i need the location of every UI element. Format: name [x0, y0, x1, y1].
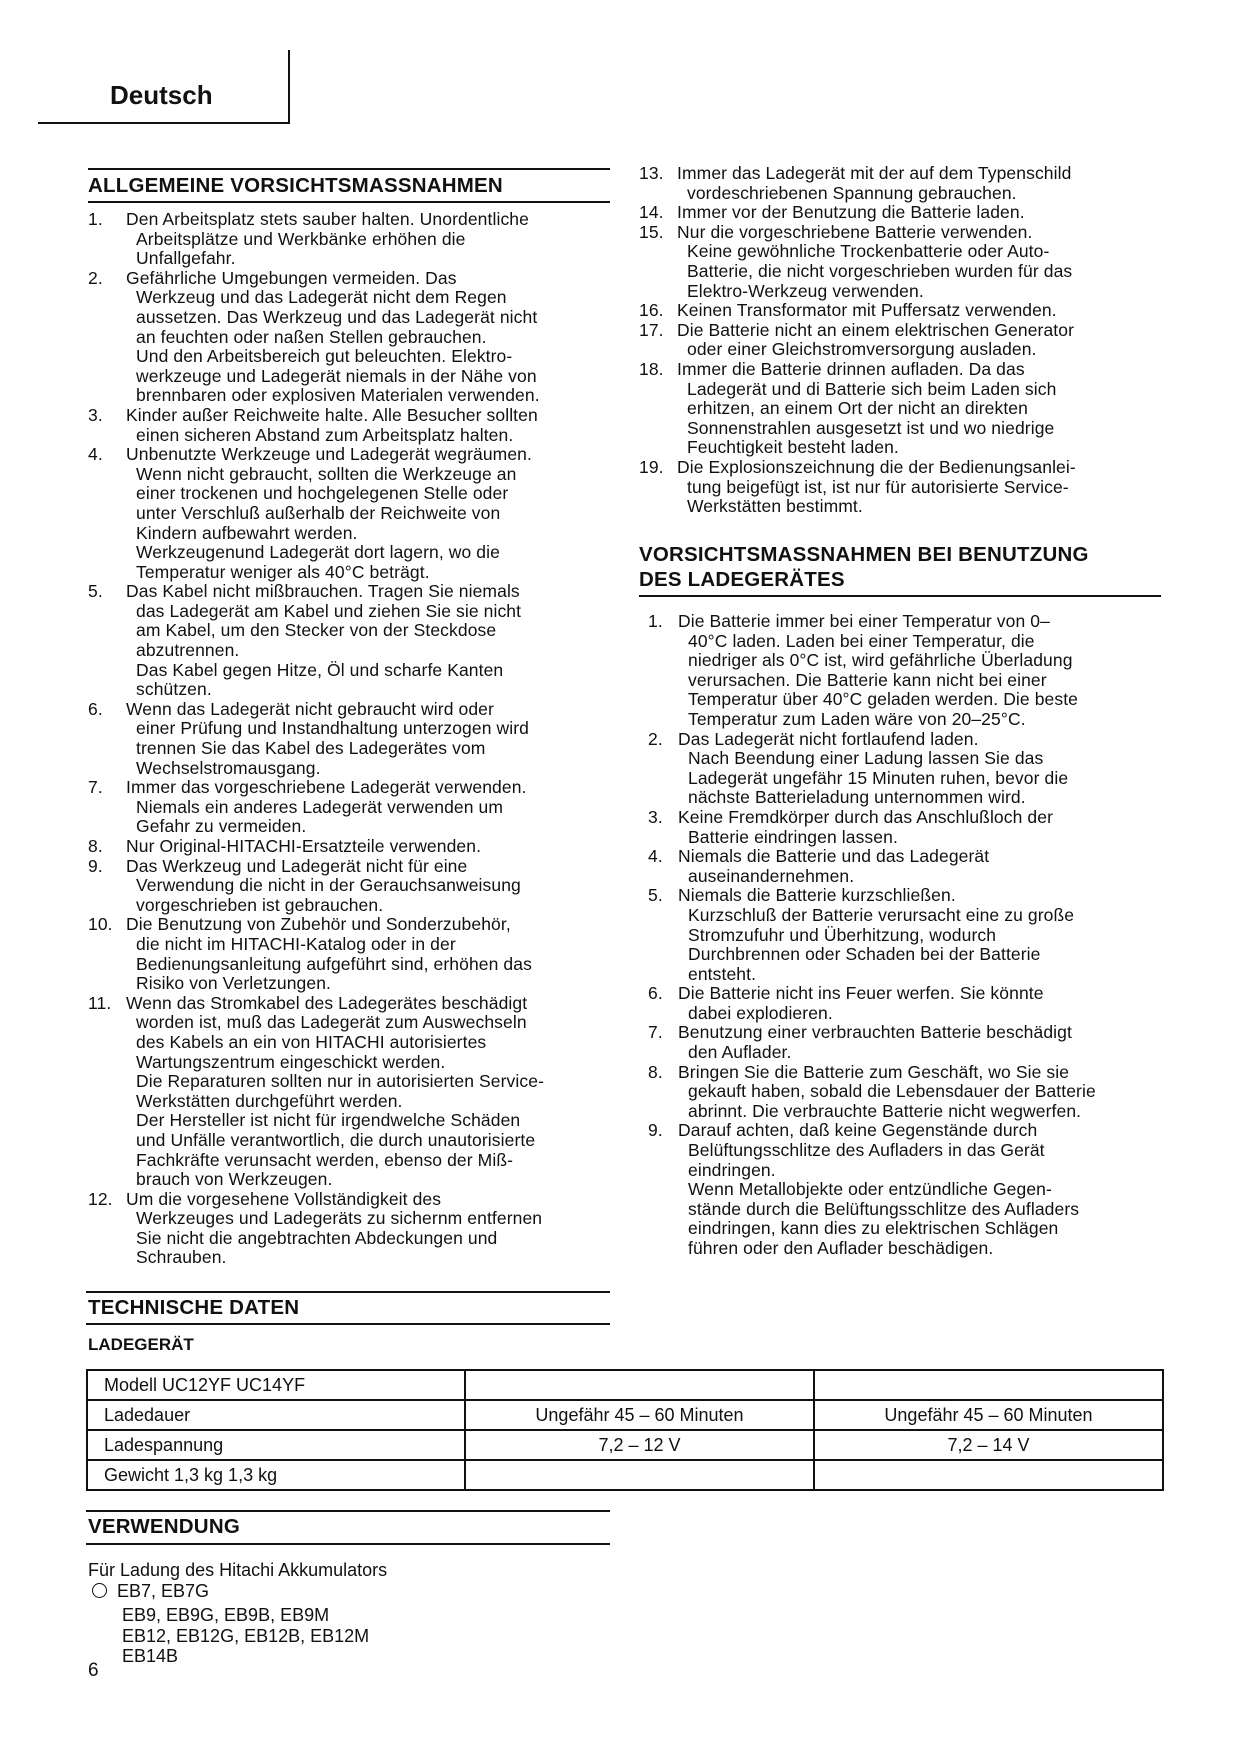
list-item-text: Die Batterie immer bei einer Temperatur von 0– [678, 611, 1050, 631]
list-item-line [639, 321, 1161, 341]
list-item-number: 13. [639, 163, 664, 183]
list-item-line: einer trockenen und hochgelegenen Stelle oder [136, 483, 509, 504]
list-item [648, 808, 1162, 847]
list-item [648, 612, 1162, 730]
list-item-line: Sonnenstrahlen ausgesetzt ist und wo niedrige [687, 417, 1055, 438]
list-item-line: Nach Beendung einer Ladung lassen Sie das [688, 748, 1044, 769]
list-item-line [88, 406, 610, 426]
list-item-text: Immer das vorgeschriebene Ladegerät verwenden. [126, 777, 527, 798]
list-item-line [639, 301, 1161, 321]
list-item-line: 40°C laden. Laden bei einer Temperatur, die [688, 630, 1035, 651]
list-item-number: 16. [639, 300, 664, 321]
spec-row [87, 1400, 1163, 1430]
list-item-line: Ladegerät ungefähr 15 Minuten ruhen, bevor die [688, 767, 1069, 788]
list-item-text: Unbenutzte Werkzeuge und Ladegerät wegräumen. [126, 444, 532, 465]
technical-data-subheading: LADEGERÄT [88, 1335, 194, 1354]
list-item [648, 1121, 1162, 1258]
list-item-line [88, 1190, 610, 1210]
list-item-line: dabei explodieren. [688, 1002, 833, 1023]
list-item-line: Elektro-Werkzeug verwenden. [687, 280, 924, 301]
list-item [88, 210, 610, 269]
list-item-number: 18. [639, 358, 664, 379]
list-item-number: 5. [88, 581, 103, 602]
list-item-line: eindringen, kann dies zu elektrischen Schlägen [688, 1218, 1059, 1239]
battery-item: EB7, EB7G [88, 1581, 387, 1602]
list-item-line: niedriger als 0°C ist, wird gefährliche Überladung [688, 650, 1073, 671]
list-item-line: abrinnt. Die verbrauchte Batterie nicht wegwerfen. [688, 1100, 1082, 1121]
list-item-line: Der Hersteller ist nicht für irgendwelche Schäden [136, 1110, 521, 1131]
general-safety-list-right [639, 164, 1161, 517]
list-item-text: Gefährliche Umgebungen vermeiden. Das [126, 267, 457, 288]
list-item-line [648, 612, 1162, 632]
list-item-number: 6. [648, 983, 663, 1004]
list-item [88, 915, 610, 993]
list-item [88, 269, 610, 406]
list-item-text: Nur Original-HITACHI-Ersatzteile verwenden. [126, 836, 482, 856]
charger-safety-heading-line1: VORSICHTSMASSNAHMEN BEI BENUTZUNG [639, 543, 1089, 566]
list-item-line [88, 857, 610, 877]
list-item-line: gekauft haben, sobald die Lebensdauer der Batterie [688, 1081, 1096, 1102]
list-item [88, 406, 610, 445]
list-item [648, 1023, 1162, 1062]
list-item [88, 994, 610, 1190]
list-item-line: Wechselstromausgang. [136, 757, 321, 778]
language-tab [38, 50, 290, 124]
list-item [639, 223, 1161, 301]
list-item [639, 301, 1161, 321]
list-item-line: Werkzeugenund Ladegerät dort lagern, wo die [136, 542, 500, 563]
list-item-line [88, 445, 610, 465]
list-item-number: 1. [88, 209, 103, 229]
list-item-line: Werkzeuges und Ladegeräts zu sichernm entfernen [136, 1208, 543, 1229]
list-item [88, 778, 610, 837]
section-rule [639, 595, 1161, 597]
section-rule-top [88, 168, 610, 170]
list-item-line: Durchbrennen oder Schaden bei der Batterie [688, 944, 1041, 965]
list-item-number: 11. [88, 992, 112, 1013]
general-safety-heading: ALLGEMEINE VORSICHTSMASSNAHMEN [88, 174, 503, 197]
list-item-line: trennen Sie das Kabel des Ladegerätes vom [136, 738, 486, 759]
list-item-line [88, 700, 610, 720]
list-item-line: das Ladegerät am Kabel und ziehen Sie sie nicht [136, 600, 522, 621]
list-item-line: unter Verschluß außerhalb der Reichweite von [136, 502, 501, 523]
list-item-line: brauch von Werkzeugen. [136, 1169, 333, 1190]
list-item-line: Temperatur zum Laden wäre von 20–25°C. [688, 708, 1026, 729]
list-item-line: Die Reparaturen sollten nur in autorisierten Service- [136, 1071, 544, 1092]
spec-label-cell: Gewicht 1,3 kg 1,3 kg [87, 1460, 465, 1490]
charger-safety-list [648, 612, 1162, 1259]
battery-item: EB9, EB9G, EB9B, EB9M [122, 1605, 330, 1625]
list-item [88, 857, 610, 916]
list-item-number: 10. [88, 914, 113, 935]
list-item-text: Bringen Sie die Batterie zum Geschäft, wo Sie sie [678, 1061, 1070, 1082]
list-item-line: Kurzschluß der Batterie verursacht eine zu große [688, 904, 1075, 925]
list-item-text: Das Kabel nicht mißbrauchen. Tragen Sie niemals [126, 581, 520, 602]
battery-item: EB14B [122, 1646, 179, 1666]
list-item [88, 1190, 610, 1268]
list-item-text: Die Benutzung von Zubehör und Sonderzubehör, [126, 914, 511, 935]
list-item [88, 837, 610, 857]
section-rule-bottom [88, 201, 610, 203]
list-item-text: Darauf achten, daß keine Gegenstände durch [678, 1120, 1038, 1141]
list-item-number: 6. [88, 698, 103, 719]
list-item-line: einen sicheren Abstand zum Arbeitsplatz halten. [136, 424, 514, 445]
list-item-number: 9. [88, 855, 103, 876]
spec-label-cell: Ladedauer [87, 1400, 465, 1430]
list-item-line [88, 837, 610, 857]
list-item-number: 9. [648, 1120, 663, 1141]
list-item-number: 7. [88, 777, 103, 798]
list-item-line: Werkstätten durchgeführt werden. [136, 1090, 403, 1111]
list-item-number: 8. [88, 836, 103, 856]
list-item-line: Und den Arbeitsbereich gut beleuchten. Elektro- [136, 346, 513, 367]
list-item-line: Sie nicht die angebtrachten Abdeckungen und [136, 1227, 498, 1248]
list-item-text: Niemals die Batterie kurzschließen. [678, 885, 956, 906]
list-item [648, 1063, 1162, 1122]
list-item-line: Werkzeug und das Ladegerät nicht dem Regen [136, 287, 507, 308]
list-item-text: Keinen Transformator mit Puffersatz verwenden. [677, 300, 1057, 321]
usage-intro: Für Ladung des Hitachi Akkumulators [88, 1560, 388, 1580]
list-item-line: Gefahr zu vermeiden. [136, 816, 307, 837]
list-item-text: Das Ladegerät nicht fortlaufend laden. [678, 728, 979, 749]
list-item-line [639, 164, 1161, 184]
spec-row [87, 1460, 1163, 1490]
list-item-line: Wenn nicht gebraucht, sollten die Werkzeuge an [136, 463, 517, 484]
list-item-line: Feuchtigkeit besteht laden. [687, 437, 899, 458]
list-item-line: Werkstätten bestimmt. [687, 496, 863, 517]
list-item-line: an feuchten oder naßen Stellen gebrauchen. [136, 326, 487, 347]
list-item-line [639, 223, 1161, 243]
list-item-line: Belüftungsschlitze des Aufladers in das Gerät [688, 1140, 1045, 1161]
list-item-number: 5. [648, 885, 663, 906]
list-item-line [88, 582, 610, 602]
list-item [648, 847, 1162, 886]
list-item [88, 445, 610, 582]
list-item [88, 582, 610, 700]
list-item-line [88, 210, 610, 230]
list-item-line [88, 778, 610, 798]
spec-label-cell: Ladespannung [87, 1430, 465, 1460]
list-item [88, 700, 610, 778]
usage-block [88, 1560, 387, 1667]
list-item-text: Immer vor der Benutzung die Batterie laden. [677, 202, 1025, 223]
list-item-number: 19. [639, 456, 664, 477]
list-item-line [648, 847, 1162, 867]
list-item-text: Die Explosionszeichnung die der Bedienungsanlei- [677, 456, 1076, 477]
list-item-line: Wartungszentrum eingeschickt werden. [136, 1051, 446, 1072]
list-item-number: 17. [639, 319, 664, 340]
section-rule-bottom [86, 1543, 610, 1545]
list-item [639, 458, 1161, 517]
list-item-line: Schrauben. [136, 1247, 227, 1268]
list-item-line: tung beigefügt ist, ist nur für autorisierte Service- [687, 476, 1069, 497]
list-item [639, 321, 1161, 360]
spec-value-cell: Ungefähr 45 – 60 Minuten [814, 1400, 1163, 1430]
list-item-text: Immer das Ladegerät mit der auf dem Typenschild [677, 163, 1072, 183]
list-item-text: Kinder außer Reichweite halte. Alle Besucher sollten [126, 404, 538, 425]
list-item-line [648, 730, 1162, 750]
list-item-line: und Unfälle verantwortlich, die durch unautorisierte [136, 1129, 536, 1150]
list-item-text: Nur die vorgeschriebene Batterie verwenden. [677, 221, 1033, 242]
list-item-line [88, 994, 610, 1014]
list-item-text: Niemals die Batterie und das Ladegerät [678, 846, 990, 867]
list-item-line: den Auflader. [688, 1042, 792, 1063]
list-item-number: 15. [639, 221, 664, 242]
list-item-text: Die Batterie nicht ins Feuer werfen. Sie könnte [678, 983, 1044, 1004]
list-item-number: 3. [648, 806, 663, 827]
spec-row [87, 1430, 1163, 1460]
list-item-line [648, 984, 1162, 1004]
usage-heading: VERWENDUNG [88, 1515, 240, 1538]
general-safety-list-left [88, 210, 610, 1268]
list-item-line [639, 360, 1161, 380]
list-item-line: Temperatur über 40°C geladen werden. Die beste [688, 689, 1079, 710]
list-item-line: erhitzen, an einem Ort der nicht an direkten [687, 398, 1028, 419]
spec-value-cell [465, 1370, 814, 1400]
list-item-line [648, 808, 1162, 828]
list-item-number: 8. [648, 1061, 663, 1082]
list-item [639, 203, 1161, 223]
list-item [648, 886, 1162, 984]
list-item-line: Bedienungsanleitung aufgeführt sind, erhöhen das [136, 953, 532, 974]
list-item-line: Kindern aufbewahrt werden. [136, 522, 358, 543]
list-item-line: Arbeitsplätze und Werkbänke erhöhen die [136, 228, 466, 249]
list-item-number: 4. [88, 444, 103, 465]
list-item-line: die nicht im HITACHI-Katalog oder in der [136, 933, 456, 954]
list-item-line: Batterie, die nicht vorgeschrieben wurden für das [687, 260, 1073, 281]
spec-value-cell [465, 1460, 814, 1490]
list-item-line: am Kabel, um den Stecker von der Steckdose [136, 620, 497, 641]
list-item [648, 984, 1162, 1023]
list-item-number: 3. [88, 404, 103, 425]
list-item-line: Ladegerät und di Batterie sich beim Laden sich [687, 378, 1057, 399]
list-item [648, 730, 1162, 808]
list-item-line: worden ist, muß das Ladegerät zum Auswechseln [136, 1012, 527, 1033]
list-item-line: Keine gewöhnliche Trockenbatterie oder Auto- [687, 241, 1050, 262]
list-item-number: 4. [648, 846, 663, 867]
section-rule-top [86, 1510, 610, 1512]
spec-label-cell: Modell UC12YF UC14YF [87, 1370, 465, 1400]
list-item-text: Die Batterie nicht an einem elektrischen Generator [677, 319, 1075, 340]
list-item-number: 12. [88, 1188, 113, 1209]
list-item-line: entsteht. [688, 963, 757, 984]
spec-table [86, 1369, 1164, 1491]
charger-safety-heading-line2: DES LADEGERÄTES [639, 568, 845, 591]
circle-bullet-icon [92, 1583, 107, 1598]
list-item-line [648, 1063, 1162, 1083]
list-item-line [88, 269, 610, 289]
list-item-line: oder einer Gleichstromversorgung ausladen. [687, 339, 1037, 360]
list-item-line: aussetzen. Das Werkzeug und das Ladegerät nicht [136, 306, 538, 327]
list-item-line: Batterie eindringen lassen. [688, 826, 898, 847]
list-item-number: 14. [639, 202, 664, 223]
list-item-line [648, 1023, 1162, 1043]
list-item-line [639, 203, 1161, 223]
list-item-line: des Kabels an ein von HITACHI autorisiertes [136, 1031, 487, 1052]
battery-item: EB12, EB12G, EB12B, EB12M [122, 1625, 370, 1646]
list-item-line: Temperatur weniger als 40°C beträgt. [136, 561, 430, 582]
list-item-line: führen oder den Auflader beschädigen. [688, 1238, 994, 1258]
list-item-line: stände durch die Belüftungsschlitze des Aufladers [688, 1198, 1080, 1219]
page-number: 6 [88, 1660, 99, 1681]
list-item-line: verursachen. Die Batterie kann nicht bei einer [688, 669, 1047, 690]
list-item-line: Das Kabel gegen Hitze, Öl und scharfe Kanten [136, 659, 504, 680]
list-item-line: brennbaren oder explosiven Materialen verwenden. [136, 385, 540, 406]
spec-value-cell [814, 1370, 1163, 1400]
battery-list [88, 1581, 387, 1667]
list-item-number: 1. [648, 611, 663, 631]
list-item-text: Um die vorgesehene Vollständigkeit des [126, 1188, 442, 1209]
list-item-line: werkzeuge und Ladegerät niemals in der Nähe von [136, 365, 537, 386]
list-item-line: Verwendung die nicht in der Gerauchsanweisung [136, 875, 521, 896]
list-item-text: Keine Fremdkörper durch das Anschlußloch der [678, 806, 1054, 827]
list-item-number: 2. [88, 267, 103, 288]
list-item-text: Wenn das Ladegerät nicht gebraucht wird oder [126, 698, 494, 719]
list-item-text: Den Arbeitsplatz stets sauber halten. Unordentliche [126, 209, 529, 229]
technical-data-heading: TECHNISCHE DATEN [88, 1296, 300, 1319]
spec-value-cell: 7,2 – 14 V [814, 1430, 1163, 1460]
list-item [639, 360, 1161, 458]
list-item-line: nächste Batterieladung unternommen wird. [688, 787, 1026, 808]
list-item-line [639, 458, 1161, 478]
list-item-line: Risiko von Verletzungen. [136, 973, 332, 994]
list-item-text: Benutzung einer verbrauchten Batterie beschädigt [678, 1022, 1072, 1043]
list-item-line: vorgeschrieben ist gebrauchen. [136, 894, 384, 915]
list-item-line [648, 1121, 1162, 1141]
list-item-line [648, 886, 1162, 906]
list-item-line: Unfallgefahr. [136, 248, 236, 269]
list-item-line: auseinandernehmen. [688, 865, 855, 886]
list-item-text: Das Werkzeug und Ladegerät nicht für eine [126, 855, 468, 876]
list-item-text: Wenn das Stromkabel des Ladegerätes beschädigt [126, 992, 528, 1013]
list-item-line [88, 915, 610, 935]
language-label: Deutsch [110, 80, 213, 110]
list-item-text: Immer die Batterie drinnen aufladen. Da das [677, 358, 1025, 379]
spec-value-cell [814, 1460, 1163, 1490]
list-item-line: Wenn Metallobjekte oder entzündliche Gegen- [688, 1179, 1052, 1200]
spec-value-cell: Ungefähr 45 – 60 Minuten [465, 1400, 814, 1430]
list-item-line: vordeschriebenen Spannung gebrauchen. [687, 182, 1017, 203]
list-item-line: Niemals ein anderes Ladegerät verwenden um [136, 796, 504, 817]
list-item-line: abzutrennen. [136, 640, 240, 661]
list-item-line: Stromzufuhr und Überhitzung, wodurch [688, 924, 997, 945]
spec-row [87, 1370, 1163, 1400]
list-item-line: einer Prüfung und Instandhaltung unterzogen wird [136, 718, 529, 739]
section-rule-bottom [86, 1323, 610, 1325]
list-item-line: eindringen. [688, 1159, 776, 1180]
list-item-line: Fachkräfte verunsacht werden, ebenso der Miß- [136, 1149, 514, 1170]
list-item [639, 164, 1161, 203]
spec-value-cell: 7,2 – 12 V [465, 1430, 814, 1460]
section-rule-top [86, 1291, 610, 1293]
list-item-number: 2. [648, 728, 663, 749]
list-item-line: schützen. [136, 679, 212, 700]
list-item-number: 7. [648, 1022, 663, 1043]
